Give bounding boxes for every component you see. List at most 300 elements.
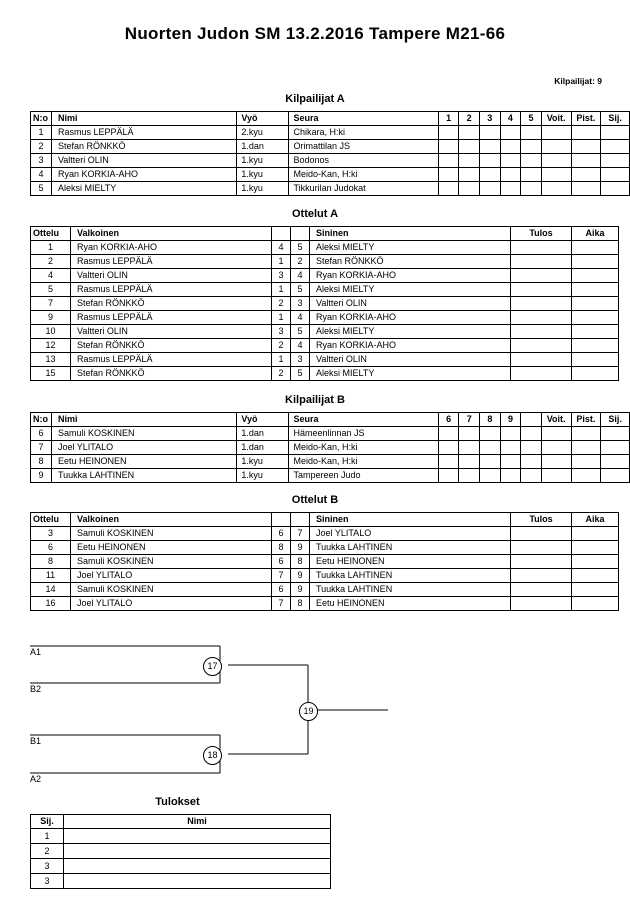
- cell-slot[interactable]: [438, 154, 459, 168]
- cell-slot[interactable]: [459, 455, 480, 469]
- cell-grade: 2.kyu: [237, 126, 289, 140]
- col-result: Tulos: [511, 513, 572, 527]
- competitor-count: Kilpailijat: 9: [554, 76, 602, 86]
- cell-result-rank: 3: [31, 859, 64, 874]
- cell-points[interactable]: [571, 469, 601, 483]
- cell-result[interactable]: [511, 241, 572, 255]
- cell-match-num: 2: [31, 255, 71, 269]
- matches-a-table: [30, 226, 619, 381]
- cell-result[interactable]: [511, 541, 572, 555]
- table-row: [31, 339, 619, 353]
- cell-time[interactable]: [572, 353, 619, 367]
- table-row: [31, 874, 331, 889]
- cell-white-seed: 7: [272, 569, 291, 583]
- cell-white-seed: 2: [272, 297, 291, 311]
- col-result-rank: Sij.: [31, 815, 64, 829]
- results-table: [30, 814, 331, 889]
- cell-slot[interactable]: [459, 154, 480, 168]
- col-white-seed: [272, 513, 291, 527]
- table-row: [31, 255, 619, 269]
- cell-blue-seed: 5: [291, 325, 310, 339]
- cell-points[interactable]: [571, 441, 601, 455]
- cell-grade: 1.kyu: [237, 469, 289, 483]
- cell-slot[interactable]: [459, 427, 480, 441]
- table-row: [31, 527, 619, 541]
- cell-club: Tampereen Judo: [289, 469, 438, 483]
- cell-white: Rasmus LEPPÄLÄ: [71, 255, 272, 269]
- table-row: [31, 469, 630, 483]
- cell-result-rank: 3: [31, 874, 64, 889]
- cell-white: Stefan RÖNKKÖ: [71, 339, 272, 353]
- col-time: Aika: [572, 227, 619, 241]
- col-club: Seura: [289, 413, 438, 427]
- cell-slot[interactable]: [500, 182, 521, 196]
- bracket-seed-a2: A2: [30, 774, 42, 784]
- cell-white-seed: 3: [272, 325, 291, 339]
- cell-blue: Tuukka LAHTINEN: [310, 583, 511, 597]
- pool-a-table: [30, 111, 630, 196]
- table-row: [31, 541, 619, 555]
- cell-grade: 1.dan: [237, 140, 289, 154]
- cell-blue-seed: 5: [291, 367, 310, 381]
- cell-match-num: 8: [31, 555, 71, 569]
- cell-blue-seed: 9: [291, 583, 310, 597]
- matches-b-table: [30, 512, 619, 611]
- cell-points[interactable]: [571, 140, 601, 154]
- cell-white-seed: 8: [272, 541, 291, 555]
- table-header-row: [31, 112, 630, 126]
- cell-slot[interactable]: [500, 140, 521, 154]
- col-slot-2: 2: [459, 112, 480, 126]
- col-blue-seed: [291, 227, 310, 241]
- cell-blue-seed: 4: [291, 339, 310, 353]
- cell-slot[interactable]: [438, 455, 459, 469]
- cell-rank[interactable]: [601, 441, 630, 455]
- cell-result[interactable]: [511, 367, 572, 381]
- table-row: [31, 140, 630, 154]
- cell-rank[interactable]: [601, 154, 630, 168]
- cell-num: 8: [31, 455, 52, 469]
- cell-grade: 1.kyu: [237, 455, 289, 469]
- cell-blue-seed: 5: [291, 283, 310, 297]
- cell-slot[interactable]: [500, 427, 521, 441]
- col-rank: Sij.: [601, 112, 630, 126]
- cell-white: Valtteri OLIN: [71, 325, 272, 339]
- cell-club: Bodonos: [289, 154, 438, 168]
- cell-white: Stefan RÖNKKÖ: [71, 367, 272, 381]
- table-row: [31, 367, 619, 381]
- cell-num: 6: [31, 427, 52, 441]
- cell-time[interactable]: [572, 555, 619, 569]
- cell-blue-seed: 8: [291, 597, 310, 611]
- cell-time[interactable]: [572, 597, 619, 611]
- table-row: [31, 311, 619, 325]
- cell-result[interactable]: [511, 311, 572, 325]
- pool-a-title: Kilpailijat A: [285, 93, 345, 105]
- col-num: N:o: [31, 112, 52, 126]
- cell-result[interactable]: [511, 555, 572, 569]
- cell-points[interactable]: [571, 455, 601, 469]
- pool-b-table-wrap: [30, 412, 630, 483]
- col-rank: Sij.: [601, 413, 630, 427]
- cell-slot[interactable]: [438, 168, 459, 182]
- cell-match-num: 11: [31, 569, 71, 583]
- matches-a-title: Ottelut A: [291, 208, 339, 220]
- table-row: [31, 269, 619, 283]
- cell-match-num: 10: [31, 325, 71, 339]
- bracket-match-17[interactable]: 17: [203, 657, 222, 676]
- cell-blue: Ryan KORKIA-AHO: [310, 339, 511, 353]
- cell-white-seed: 4: [272, 241, 291, 255]
- col-time: Aika: [572, 513, 619, 527]
- cell-wins[interactable]: [541, 140, 571, 154]
- cell-match-num: 16: [31, 597, 71, 611]
- cell-slot[interactable]: [480, 427, 501, 441]
- cell-white-seed: 1: [272, 353, 291, 367]
- cell-slot[interactable]: [459, 168, 480, 182]
- cell-time[interactable]: [572, 339, 619, 353]
- cell-wins[interactable]: [541, 455, 571, 469]
- cell-slot[interactable]: [438, 126, 459, 140]
- table-row: [31, 569, 619, 583]
- matches-b-table-wrap: [30, 512, 619, 611]
- cell-grade: 1.dan: [237, 427, 289, 441]
- cell-white-seed: 1: [272, 283, 291, 297]
- cell-result-rank: 1: [31, 829, 64, 844]
- cell-time[interactable]: [572, 527, 619, 541]
- col-white: Valkoinen: [71, 513, 272, 527]
- cell-match-num: 4: [31, 269, 71, 283]
- cell-white-seed: 2: [272, 339, 291, 353]
- cell-time[interactable]: [572, 241, 619, 255]
- cell-match-num: 5: [31, 283, 71, 297]
- cell-blue-seed: 9: [291, 541, 310, 555]
- cell-slot[interactable]: [521, 427, 541, 441]
- cell-points[interactable]: [571, 154, 601, 168]
- cell-time[interactable]: [572, 325, 619, 339]
- cell-time[interactable]: [572, 297, 619, 311]
- table-row: [31, 859, 331, 874]
- cell-slot[interactable]: [438, 427, 459, 441]
- cell-white: Valtteri OLIN: [71, 269, 272, 283]
- page-title: Nuorten Judon SM 13.2.2016 Tampere M21-66: [124, 24, 506, 43]
- cell-white: Rasmus LEPPÄLÄ: [71, 353, 272, 367]
- cell-blue: Joel YLITALO: [310, 527, 511, 541]
- cell-time[interactable]: [572, 541, 619, 555]
- cell-blue-seed: 5: [291, 241, 310, 255]
- cell-rank[interactable]: [601, 427, 630, 441]
- cell-slot[interactable]: [480, 455, 501, 469]
- col-wins: Voit.: [541, 413, 571, 427]
- cell-points[interactable]: [571, 427, 601, 441]
- cell-match-num: 9: [31, 311, 71, 325]
- cell-rank[interactable]: [601, 455, 630, 469]
- cell-slot[interactable]: [459, 441, 480, 455]
- table-row: [31, 844, 331, 859]
- table-header-row: [31, 413, 630, 427]
- cell-slot[interactable]: [459, 126, 480, 140]
- cell-result[interactable]: [511, 353, 572, 367]
- table-row: [31, 353, 619, 367]
- cell-points[interactable]: [571, 126, 601, 140]
- cell-blue: Eetu HEINONEN: [310, 597, 511, 611]
- cell-num: 3: [31, 154, 52, 168]
- cell-blue: Ryan KORKIA-AHO: [310, 269, 511, 283]
- cell-blue-seed: 3: [291, 353, 310, 367]
- table-header-row: [31, 513, 619, 527]
- col-wins: Voit.: [541, 112, 571, 126]
- col-match-num: Ottelu: [31, 227, 71, 241]
- cell-white: Joel YLITALO: [71, 569, 272, 583]
- cell-grade: 1.kyu: [237, 182, 289, 196]
- cell-slot[interactable]: [479, 154, 500, 168]
- bracket-match-18[interactable]: 18: [203, 746, 222, 765]
- cell-blue: Stefan RÖNKKÖ: [310, 255, 511, 269]
- table-row: [31, 597, 619, 611]
- cell-slot[interactable]: [479, 126, 500, 140]
- cell-slot[interactable]: [480, 469, 501, 483]
- cell-club: Orimattilan JS: [289, 140, 438, 154]
- table-row: [31, 154, 630, 168]
- cell-num: 9: [31, 469, 52, 483]
- col-result: Tulos: [511, 227, 572, 241]
- cell-result-name[interactable]: [64, 829, 331, 844]
- table-row: [31, 555, 619, 569]
- table-row: [31, 297, 619, 311]
- cell-slot[interactable]: [500, 154, 521, 168]
- cell-white-seed: 1: [272, 255, 291, 269]
- results-title: Tulokset: [155, 796, 200, 808]
- cell-white-seed: 6: [272, 555, 291, 569]
- cell-result-name[interactable]: [64, 874, 331, 889]
- cell-slot[interactable]: [521, 168, 542, 182]
- cell-time[interactable]: [572, 583, 619, 597]
- cell-match-num: 6: [31, 541, 71, 555]
- cell-rank[interactable]: [601, 168, 630, 182]
- cell-name: Tuukka LAHTINEN: [51, 469, 236, 483]
- table-row: [31, 441, 630, 455]
- cell-result[interactable]: [511, 339, 572, 353]
- col-num: N:o: [31, 413, 52, 427]
- col-white-seed: [272, 227, 291, 241]
- cell-wins[interactable]: [541, 427, 571, 441]
- table-row: [31, 283, 619, 297]
- col-slot-4: 4: [500, 112, 521, 126]
- col-slot-7: 7: [459, 413, 480, 427]
- cell-blue: Eetu HEINONEN: [310, 555, 511, 569]
- cell-wins[interactable]: [541, 154, 571, 168]
- cell-blue-seed: 3: [291, 297, 310, 311]
- cell-grade: 1.dan: [237, 441, 289, 455]
- cell-slot[interactable]: [521, 469, 541, 483]
- col-match-num: Ottelu: [31, 513, 71, 527]
- cell-wins[interactable]: [541, 126, 571, 140]
- cell-club: Hämeenlinnan JS: [289, 427, 438, 441]
- col-points: Pist.: [571, 112, 601, 126]
- cell-blue: Tuukka LAHTINEN: [310, 541, 511, 555]
- cell-white-seed: 6: [272, 583, 291, 597]
- cell-time[interactable]: [572, 283, 619, 297]
- cell-points[interactable]: [571, 168, 601, 182]
- table-row: [31, 455, 630, 469]
- cell-club: Tikkurilan Judokat: [289, 182, 438, 196]
- cell-result-name[interactable]: [64, 859, 331, 874]
- cell-slot[interactable]: [438, 140, 459, 154]
- cell-blue: Aleksi MIELTY: [310, 241, 511, 255]
- cell-result[interactable]: [511, 297, 572, 311]
- col-name: Nimi: [51, 413, 236, 427]
- cell-white: Samuli KOSKINEN: [71, 583, 272, 597]
- table-row: [31, 126, 630, 140]
- col-blue-seed: [291, 513, 310, 527]
- bracket-seed-a1: A1: [30, 647, 42, 657]
- cell-time[interactable]: [572, 367, 619, 381]
- cell-time[interactable]: [572, 269, 619, 283]
- col-club: Seura: [289, 112, 438, 126]
- cell-slot[interactable]: [438, 182, 459, 196]
- cell-slot[interactable]: [521, 182, 542, 196]
- cell-num: 7: [31, 441, 52, 455]
- cell-blue-seed: 4: [291, 311, 310, 325]
- col-grade: Vyö: [237, 112, 289, 126]
- cell-slot[interactable]: [500, 455, 521, 469]
- cell-wins[interactable]: [541, 441, 571, 455]
- cell-match-num: 7: [31, 297, 71, 311]
- cell-slot[interactable]: [438, 469, 459, 483]
- col-slot-9: 9: [500, 413, 521, 427]
- cell-slot[interactable]: [521, 455, 541, 469]
- cell-match-num: 15: [31, 367, 71, 381]
- cell-time[interactable]: [572, 255, 619, 269]
- col-result-name: Nimi: [64, 815, 331, 829]
- cell-name: Valtteri OLIN: [51, 154, 236, 168]
- cell-slot[interactable]: [521, 441, 541, 455]
- cell-result[interactable]: [511, 569, 572, 583]
- pool-a-table-wrap: [30, 111, 630, 196]
- cell-white: Stefan RÖNKKÖ: [71, 297, 272, 311]
- col-slot-empty: [521, 413, 541, 427]
- cell-blue-seed: 7: [291, 527, 310, 541]
- cell-white: Ryan KORKIA-AHO: [71, 241, 272, 255]
- cell-slot[interactable]: [438, 441, 459, 455]
- cell-white: Rasmus LEPPÄLÄ: [71, 311, 272, 325]
- cell-result-rank: 2: [31, 844, 64, 859]
- cell-white-seed: 7: [272, 597, 291, 611]
- cell-result[interactable]: [511, 283, 572, 297]
- cell-rank[interactable]: [601, 126, 630, 140]
- cell-grade: 1.kyu: [237, 168, 289, 182]
- cell-result[interactable]: [511, 597, 572, 611]
- col-slot-8: 8: [480, 413, 501, 427]
- cell-result[interactable]: [511, 527, 572, 541]
- cell-slot[interactable]: [521, 126, 542, 140]
- cell-grade: 1.kyu: [237, 154, 289, 168]
- col-slot-5: 5: [521, 112, 542, 126]
- col-grade: Vyö: [237, 413, 289, 427]
- col-blue: Sininen: [310, 513, 511, 527]
- cell-slot[interactable]: [521, 154, 542, 168]
- bracket-match-19[interactable]: 19: [299, 702, 318, 721]
- col-name: Nimi: [51, 112, 236, 126]
- cell-name: Eetu HEINONEN: [51, 455, 236, 469]
- cell-slot[interactable]: [479, 182, 500, 196]
- table-row: [31, 182, 630, 196]
- col-points: Pist.: [571, 413, 601, 427]
- cell-name: Rasmus LEPPÄLÄ: [51, 126, 236, 140]
- cell-slot[interactable]: [479, 140, 500, 154]
- cell-slot[interactable]: [500, 469, 521, 483]
- table-row: [31, 241, 619, 255]
- cell-wins[interactable]: [541, 168, 571, 182]
- table-header-row: [31, 815, 331, 829]
- cell-name: Samuli KOSKINEN: [51, 427, 236, 441]
- col-blue: Sininen: [310, 227, 511, 241]
- cell-slot[interactable]: [459, 469, 480, 483]
- cell-slot[interactable]: [500, 168, 521, 182]
- cell-slot[interactable]: [480, 441, 501, 455]
- cell-blue-seed: 9: [291, 569, 310, 583]
- cell-num: 5: [31, 182, 52, 196]
- cell-slot[interactable]: [459, 140, 480, 154]
- cell-num: 1: [31, 126, 52, 140]
- cell-match-num: 3: [31, 527, 71, 541]
- cell-club: Meido-Kan, H:ki: [289, 441, 438, 455]
- cell-rank[interactable]: [601, 469, 630, 483]
- col-slot-3: 3: [479, 112, 500, 126]
- cell-rank[interactable]: [601, 182, 630, 196]
- cell-result[interactable]: [511, 325, 572, 339]
- cell-match-num: 12: [31, 339, 71, 353]
- cell-name: Stefan RÖNKKÖ: [51, 140, 236, 154]
- bracket-seed-b2: B2: [30, 684, 42, 694]
- cell-result[interactable]: [511, 255, 572, 269]
- cell-slot[interactable]: [459, 182, 480, 196]
- cell-blue: Ryan KORKIA-AHO: [310, 311, 511, 325]
- cell-rank[interactable]: [601, 140, 630, 154]
- cell-result[interactable]: [511, 583, 572, 597]
- cell-blue: Valtteri OLIN: [310, 353, 511, 367]
- cell-slot[interactable]: [479, 168, 500, 182]
- table-row: [31, 325, 619, 339]
- cell-time[interactable]: [572, 311, 619, 325]
- cell-match-num: 1: [31, 241, 71, 255]
- cell-blue: Tuukka LAHTINEN: [310, 569, 511, 583]
- cell-num: 2: [31, 140, 52, 154]
- cell-white-seed: 6: [272, 527, 291, 541]
- cell-result-name[interactable]: [64, 844, 331, 859]
- cell-blue: Aleksi MIELTY: [310, 283, 511, 297]
- cell-wins[interactable]: [541, 182, 571, 196]
- cell-slot[interactable]: [500, 441, 521, 455]
- cell-result[interactable]: [511, 269, 572, 283]
- cell-white-seed: 2: [272, 367, 291, 381]
- cell-white: Rasmus LEPPÄLÄ: [71, 283, 272, 297]
- cell-club: Chikara, H:ki: [289, 126, 438, 140]
- cell-blue: Aleksi MIELTY: [310, 325, 511, 339]
- cell-slot[interactable]: [500, 126, 521, 140]
- table-row: [31, 829, 331, 844]
- cell-blue: Aleksi MIELTY: [310, 367, 511, 381]
- table-header-row: [31, 227, 619, 241]
- cell-wins[interactable]: [541, 469, 571, 483]
- cell-slot[interactable]: [521, 140, 542, 154]
- cell-white: Joel YLITALO: [71, 597, 272, 611]
- table-row: [31, 583, 619, 597]
- col-slot-6: 6: [438, 413, 459, 427]
- cell-white-seed: 1: [272, 311, 291, 325]
- cell-points[interactable]: [571, 182, 601, 196]
- cell-time[interactable]: [572, 569, 619, 583]
